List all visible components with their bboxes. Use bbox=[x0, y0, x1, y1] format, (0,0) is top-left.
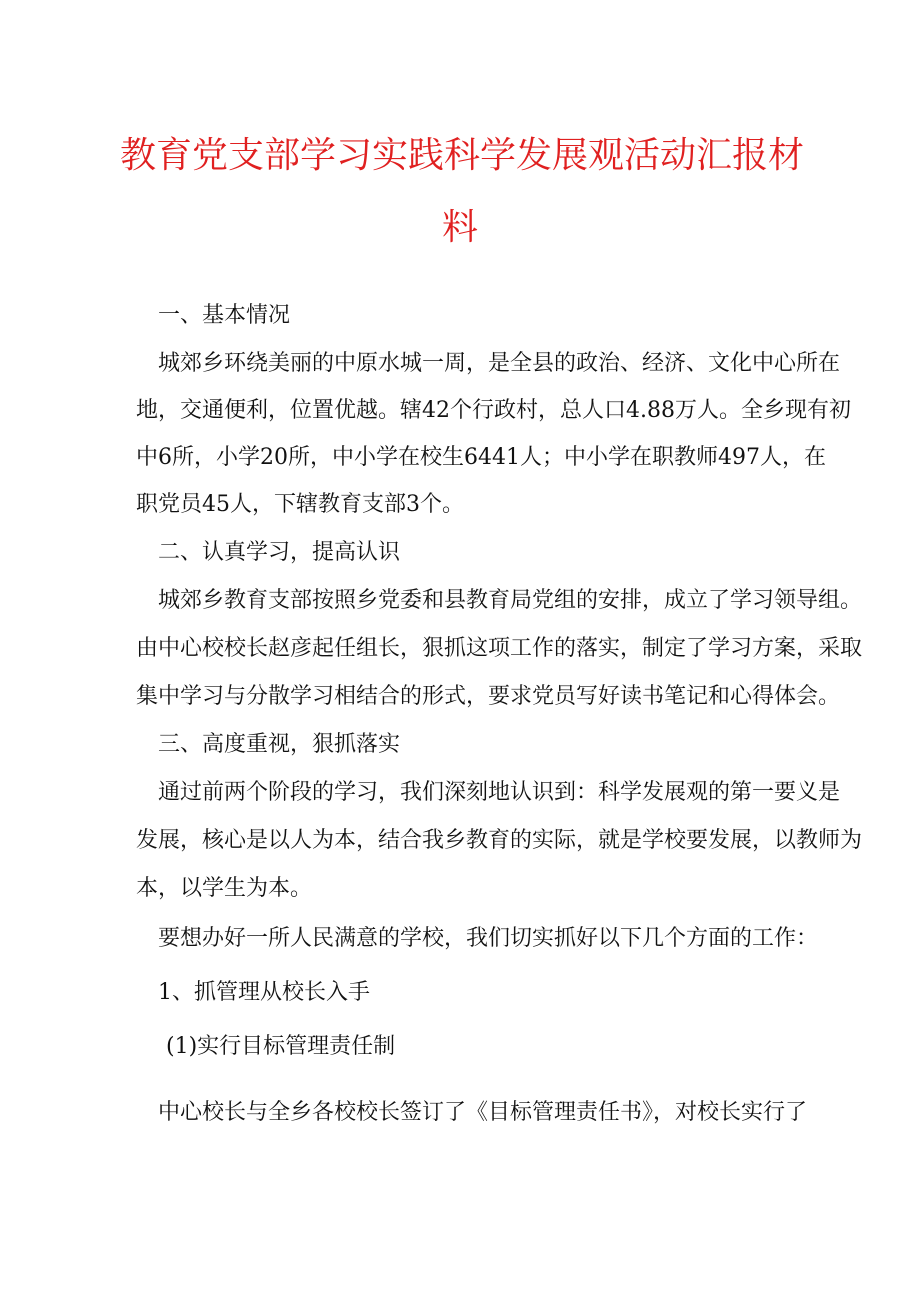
document-title-line-1: 教育党支部学习实践科学发展观活动汇报材 bbox=[120, 135, 805, 176]
section-heading-basic-situation: 一、基本情况 bbox=[158, 303, 291, 328]
subsection-heading: 1、抓管理从校长入手 bbox=[158, 980, 370, 1005]
paragraph-line: 中6所，小学20所，中小学在校生6441人；中小学在职教师497人，在 bbox=[136, 445, 826, 470]
paragraph-line: 职党员45人，下辖教育支部3个。 bbox=[136, 492, 464, 517]
paragraph-line: 集中学习与分散学习相结合的形式，要求党员写好读书笔记和心得体会。 bbox=[136, 684, 841, 709]
paragraph-line: 通过前两个阶段的学习，我们深刻地认识到：科学发展观的第一要义是 bbox=[158, 780, 841, 805]
paragraph-line: 要想办好一所人民满意的学校，我们切实抓好以下几个方面的工作： bbox=[158, 926, 819, 951]
paragraph-line: 中心校长与全乡各校校长签订了《目标管理责任书》，对校长实行了 bbox=[158, 1100, 808, 1125]
paragraph-line: 城郊乡环绕美丽的中原水城一周，是全县的政治、经济、文化中心所在 bbox=[158, 351, 841, 376]
document-title-line-2: 料 bbox=[441, 207, 478, 248]
paragraph-line: 发展，核心是以人为本，结合我乡教育的实际，就是学校要发展，以教师为 bbox=[136, 828, 863, 853]
paragraph-line: 地，交通便利，位置优越。辖42个行政村，总人口4.88万人。全乡现有初 bbox=[136, 398, 851, 423]
paragraph-line: 本，以学生为本。 bbox=[136, 876, 313, 901]
paragraph-line: 由中心校校长赵彦起任组长，狠抓这项工作的落实，制定了学习方案，采取 bbox=[136, 636, 863, 661]
section-heading-study: 二、认真学习，提高认识 bbox=[158, 540, 401, 565]
paragraph-line: 城郊乡教育支部按照乡党委和县教育局党组的安排，成立了学习领导组。 bbox=[158, 588, 863, 613]
section-heading-implementation: 三、高度重视，狠抓落实 bbox=[158, 732, 401, 757]
subsubsection-heading: (1)实行目标管理责任制 bbox=[166, 1034, 396, 1059]
